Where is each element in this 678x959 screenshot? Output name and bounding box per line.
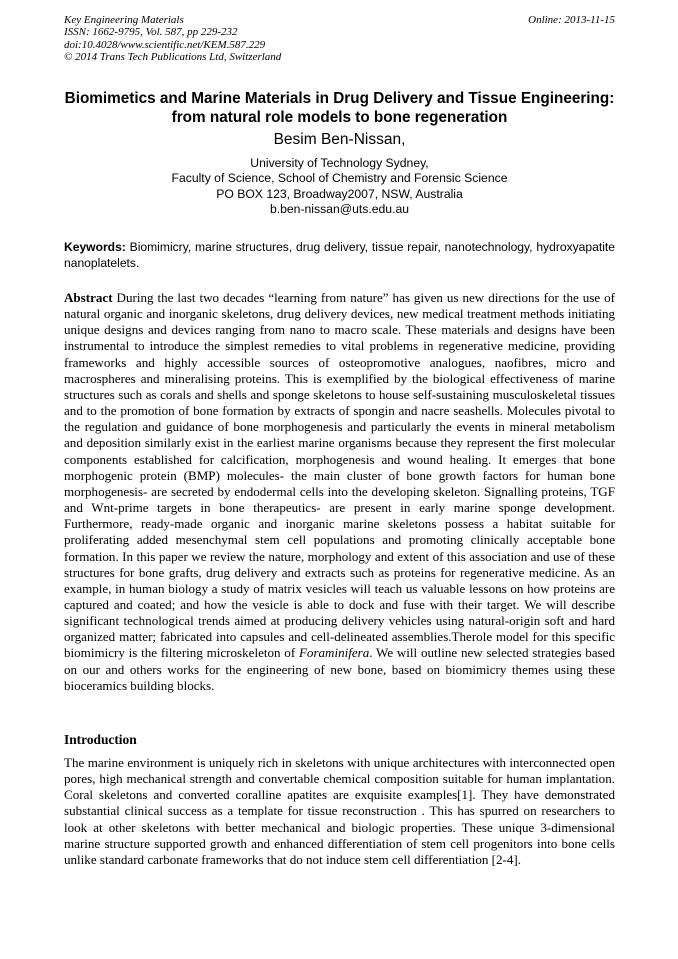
keywords-block <box>64 240 615 271</box>
introduction-heading: Introduction <box>64 732 137 747</box>
abstract-italic-term: Foraminifera <box>298 645 370 661</box>
issn-line: ISSN: 1662-9795, Vol. 587, pp 229-232 <box>64 26 238 39</box>
copyright-line: © 2014 Trans Tech Publications Ltd, Switzerland <box>64 50 282 63</box>
abstract-label: Abstract <box>64 290 113 305</box>
affiliation-university: University of Technology Sydney, <box>250 156 429 170</box>
author-name: Besim Ben-Nissan, <box>273 131 406 148</box>
journal-header <box>64 14 281 63</box>
affiliation-address: PO BOX 123, Broadway2007, NSW, Australia <box>216 186 463 201</box>
online-date: Online: 2013-11-15 <box>528 14 615 26</box>
paper-title: Biomimetics and Marine Materials in Drug Delivery and Tissue Engineering: from natural role models to bone regeneration <box>64 90 615 126</box>
abstract-paragraph <box>64 290 615 694</box>
abstract-text: During the last two decades “learning from nature” has given us new directions for the use of natural organic and inorganic skeletons, drug delivery devices, new medical treatment methods initiating unique designs and devices ranging from nano to macro scale. These materials and designs have been instrumental to introduce the simplest remedies to vital problems in regenerative medicine, providing frameworks and highly accessible sources of osteopromotive analogues, naofibres, micro and macrospheres and mineralising proteins. This is exemplified by the biological effectiveness of marine structures such as corals and shells and sponge skeletons to house self-sustaining musculoskeletal tissues and to the promotion of bone formation by extracts of spongin and nacre seashells. Molecules pivotal to the regulation and guidance of bone morphogenesis and particularly the events in mineral metabolism and deposition similarly exist in the earliest marine organisms because they represent the first molecular components established for calcification, morphogenesis and wound healing. It emerges that bone morphogenic protein (BMP) molecules- the main cluster of bone growth factors for human bone morphogenesis- are secreted by endodermal cells into the developing skeleton. Signalling proteins, TGF and Wnt-prime targets in bone therapeutics- are present in early marine sponge development. Furthermore, ready-made organic and inorganic marine skeletons possess a habitat suitable for proliferating added mesenchymal stem cell populations and promoting clinically acceptable bone formation. In this paper we review the nature, morphology and extent of this association and use of these structures for bone grafts, drug delivery and extracts such as proteins for regenerative medicine. As an example, in human biology a study of matrix vesicles will teach us valuable lessons on how proteins are captured and coated; and how the vesicle is able to dock and fuse with their target. We will describe significant technological trends aimed at producing delivery vehicles using natural-origin soft and hard organized matter; fabricated into capsules and cell-delineated assemblies.Therole model for this specific biomimicry is the filtering microskeleton of <box>64 290 615 661</box>
abstract-text-end: . We will outline new selected strategies based on our and others works for the engineering of new bone, based on biomimicry themes using these bioceramics building blocks. <box>64 645 615 693</box>
keywords-label: Keywords: <box>64 240 126 254</box>
doi-line: doi:10.4028/www.scientific.net/KEM.587.229 <box>64 38 266 51</box>
keywords-text: Biomimicry, marine structures, drug delivery, tissue repair, nanotechnology, hydroxyapatite nanoplatelets. <box>64 240 615 270</box>
affiliation-block <box>64 156 615 217</box>
introduction-paragraph: The marine environment is uniquely rich in skeletons with unique architectures with interconnected open pores, high mechanical strength and convertable chemical composition suitable for human implantation. Coral skeletons and converted coralline apatites are exquisite examples[1]. They have demonstrated substantial clinical success as a template for tissue reconstruction . This has spurred on researchers to look at other skeletons with better mechanical and biologic properties. These unique 3-dimensional marine structure supported growth and enhanced differentiation of stem cell progenitors into bone cells unlike standard carbonate frameworks that do not induce stem cell differentiation [2-4]. <box>64 755 615 867</box>
journal-name: Key Engineering Materials <box>64 14 184 26</box>
affiliation-faculty: Faculty of Science, School of Chemistry and Forensic Science <box>171 171 508 186</box>
author-email: b.ben-nissan@uts.edu.au <box>269 201 410 216</box>
